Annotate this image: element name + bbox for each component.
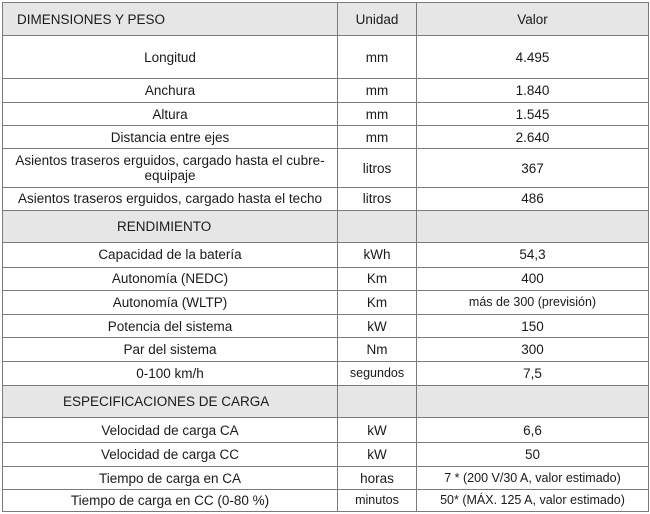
table-row <box>3 314 649 337</box>
table-row <box>3 267 649 290</box>
row-unit: litros <box>338 187 417 210</box>
table-row <box>3 243 649 267</box>
row-label: Distancia entre ejes <box>3 126 338 149</box>
table-row <box>3 467 649 489</box>
row-value: 150 <box>417 314 649 337</box>
table-row <box>3 78 649 102</box>
table-row <box>3 36 649 78</box>
row-value: 4.495 <box>417 36 649 78</box>
row-label: Par del sistema <box>3 338 338 362</box>
row-value: 50* (MÁX. 125 A, valor estimado) <box>417 489 649 511</box>
value-column-header: Valor <box>417 3 649 36</box>
section-row-performance <box>3 210 649 242</box>
table-row <box>3 417 649 442</box>
row-label: Velocidad de carga CC <box>3 443 338 467</box>
section-empty-cell <box>338 385 417 417</box>
row-unit: kWh <box>338 243 417 267</box>
row-value: 50 <box>417 443 649 467</box>
section-empty-cell <box>417 385 649 417</box>
table-row <box>3 338 649 362</box>
row-value: 54,3 <box>417 243 649 267</box>
row-value: 2.640 <box>417 126 649 149</box>
section-empty-cell <box>417 210 649 242</box>
row-value: 7,5 <box>417 362 649 385</box>
row-label: Autonomía (WLTP) <box>3 290 338 314</box>
row-label: Capacidad de la batería <box>3 243 338 267</box>
table-row <box>3 489 649 511</box>
table-row <box>3 187 649 210</box>
row-unit: Km <box>338 267 417 290</box>
row-unit: mm <box>338 126 417 149</box>
table-row <box>3 443 649 467</box>
row-value: 300 <box>417 338 649 362</box>
row-label: 0-100 km/h <box>3 362 338 385</box>
row-label: Potencia del sistema <box>3 314 338 337</box>
row-value: 486 <box>417 187 649 210</box>
table-row <box>3 290 649 314</box>
row-unit: mm <box>338 36 417 78</box>
row-unit: mm <box>338 78 417 102</box>
table-row <box>3 102 649 125</box>
row-value: 400 <box>417 267 649 290</box>
row-unit: horas <box>338 467 417 489</box>
row-label: Anchura <box>3 78 338 102</box>
row-unit: segundos <box>338 362 417 385</box>
unit-column-header: Unidad <box>338 3 417 36</box>
header-row <box>3 3 649 36</box>
row-label: Velocidad de carga CA <box>3 417 338 442</box>
row-label: Altura <box>3 102 338 125</box>
row-unit: mm <box>338 102 417 125</box>
row-unit: Km <box>338 290 417 314</box>
row-value: 7 * (200 V/30 A, valor estimado) <box>417 467 649 489</box>
section-title-dimensions: DIMENSIONES Y PESO <box>3 3 338 36</box>
section-row-charging <box>3 385 649 417</box>
table-row <box>3 362 649 385</box>
row-unit: kW <box>338 417 417 442</box>
row-value: 367 <box>417 149 649 187</box>
row-label: Longitud <box>3 36 338 78</box>
table-row <box>3 126 649 149</box>
row-label: Asientos traseros erguidos, cargado hasta el cubre-equipaje <box>3 149 338 187</box>
row-unit: Nm <box>338 338 417 362</box>
row-value: 1.840 <box>417 78 649 102</box>
row-unit: minutos <box>338 489 417 511</box>
row-unit: kW <box>338 314 417 337</box>
row-label: Tiempo de carga en CA <box>3 467 338 489</box>
row-label: Asientos traseros erguidos, cargado hasta el techo <box>3 187 338 210</box>
row-value: más de 300 (previsión) <box>417 290 649 314</box>
section-empty-cell <box>338 210 417 242</box>
table-row <box>3 149 649 187</box>
row-unit: litros <box>338 149 417 187</box>
row-label: Autonomía (NEDC) <box>3 267 338 290</box>
section-title-charging: ESPECIFICACIONES DE CARGA <box>3 385 338 417</box>
spec-table <box>2 2 649 512</box>
row-value: 1.545 <box>417 102 649 125</box>
row-value: 6,6 <box>417 417 649 442</box>
row-unit: kW <box>338 443 417 467</box>
section-title-performance: RENDIMIENTO <box>3 210 338 242</box>
row-label: Tiempo de carga en CC (0-80 %) <box>3 489 338 511</box>
